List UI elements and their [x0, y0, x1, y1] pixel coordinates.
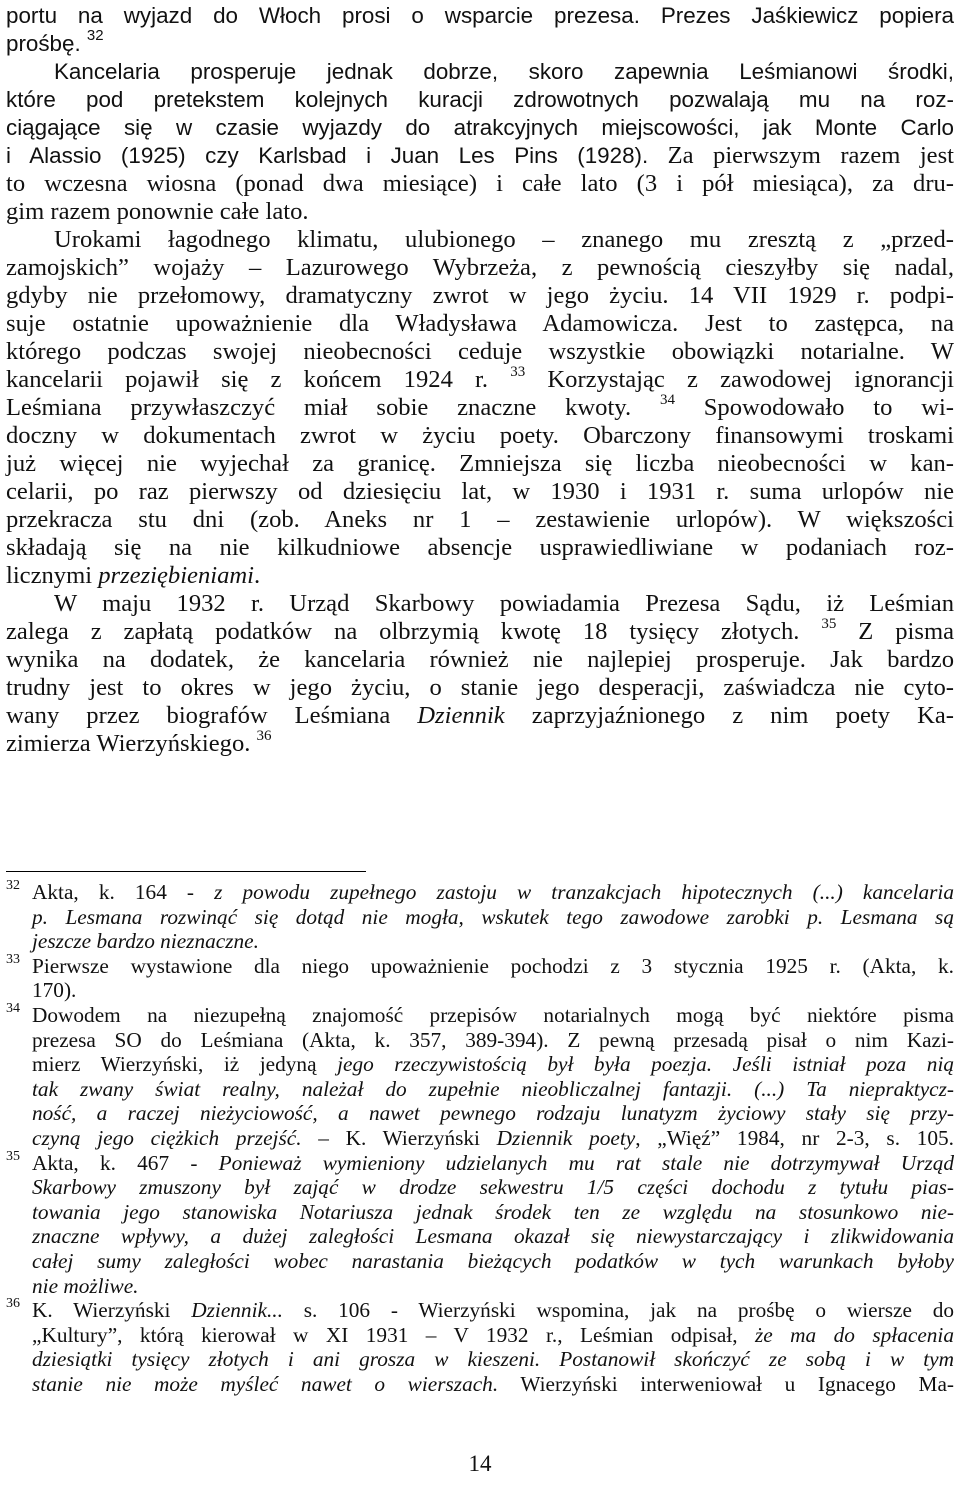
text-line: znaczne wpływy, a dużej zaległości Lesmana okazał się niewystarczający i zlikwidowania [32, 1224, 954, 1249]
text-line: trudny jest to okres w jego życiu, o stanie jego desperacji, zaświadcza nie cyto- [6, 674, 954, 701]
footnote-ref-36[interactable]: 36 [256, 728, 272, 744]
text-line: składają się na nie kilkudniowe absencje usprawiedliwiane w podaniach roz- [6, 534, 954, 561]
text-line: „Kultury”, którą kierował w XI 1931 – V 1932 r., Leśmian odpisał, że ma do spłacenia [32, 1322, 954, 1347]
text-line: zimierza Wierzyńskiego. $^{36}$ [6, 728, 272, 757]
footnote-number: 32 [6, 878, 20, 893]
paragraph-2 [6, 58, 954, 226]
paragraph-3 [6, 226, 954, 590]
text-line: już więcej nie wyjechał za granicę. Zmniejsza się liczba nieobecności w kan- [6, 450, 954, 477]
text-line: doczny w dokumentach zwrot w życiu poety. Obarczony finansowymi troskami [6, 422, 954, 449]
main-text [6, 2, 954, 758]
footnote-number: 34 [6, 1000, 20, 1016]
text-line: Akta, k. 164 - z powodu zupełnego zastoju w tranzakcjach hipotecznych (...) kancelaria [32, 880, 954, 904]
footnote-ref-35[interactable]: 35 [821, 616, 837, 632]
footnote-ref-32[interactable]: 32 [86, 27, 104, 44]
footnote-33 [6, 951, 954, 1003]
text-line: Akta, k. 467 - Ponieważ wymieniony udzielanych mu rat stale nie dotrzymywał Urząd [32, 1150, 954, 1175]
text-line: gdyby nie przełomowy, dramatyczny zwrot w jego życiu. 14 VII 1929 r. podpi- [6, 282, 954, 309]
text-line: kancelarii pojawił się z końcem 1924 r. $^{33}$ Korzystając z zawodowej ignorancji [6, 364, 954, 393]
text-line: i Alassio (1925) czy Karlsbad i Juan Les Pins (1928). Za pierwszym razem jest [6, 142, 955, 169]
text-line: Urokami łagodnego klimatu, ulubionego – znanego mu zresztą z „przed- [54, 226, 954, 253]
text-line: ność, a raczej nieżyciowość, a nawet pewnego rodzaju lunatyzm życiowy stały się przy- [32, 1101, 954, 1126]
text-line: zamojskich” wojaży – Lazurowego Wybrzeża, z pewnością cieszyłby się nadal, [6, 254, 954, 281]
footnote-number: 35 [6, 1148, 20, 1164]
text-line: tak zwany świat realny, należał do zupełnie nieobliczalnej fantazji. (...) Ta niepraktycz- [32, 1076, 954, 1101]
text-line: wany przez biografów Leśmiana Dziennik zaprzyjaźnionego z nim poety Ka- [6, 702, 954, 729]
text-line: wynika na dodatek, że kancelaria również nie najlepiej prosperuje. Jak bardzo [6, 646, 954, 673]
document-page [6, 0, 955, 1396]
text-line: prezesa SO do Leśmiana (Akta, k. 357, 389-394). Z pewną przesadą pisał o nim Kazi- [32, 1027, 954, 1052]
footnote-36 [6, 1298, 954, 1396]
footnote-35 [6, 1148, 954, 1299]
text-line: suje ostatnie upoważnienie dla Władysława Adamowicza. Jest to zastępca, na [6, 310, 954, 337]
footnote-number: 36 [6, 1296, 20, 1312]
paragraph-4 [6, 590, 954, 758]
paragraph-1 [6, 2, 954, 58]
text-line: K. Wierzyński Dziennik... s. 106 - Wierzyński wspomina, jak na prośbę o wierszе do [32, 1298, 954, 1323]
text-line: Dowodem na niezupełną znajomość przepisów notarialnych mogą być niektóre pisma [32, 1002, 954, 1027]
text-line: mierz Wierzyński, iż jedyną jego rzeczywistością był była poezja. Jeśli istniał poza nią [32, 1052, 955, 1077]
text-line: W maju 1932 r. Urząd Skarbowy powiadamia Prezesa Sądu, iż Leśmian [54, 590, 954, 617]
text-line: p. Lesmana rozwinąć się dotąd nie mogła, wskutek tego zawodowe zarobki p. Lesmana są [32, 904, 954, 929]
text-line: prośbę. $^{32}$ [6, 27, 104, 56]
footnote-ref-33[interactable]: 33 [510, 364, 526, 380]
text-line: dziesiątki tysięcy złotych i ani grosza w kieszeni. Postanowił skończyć ze sobą i w tym [32, 1347, 954, 1372]
page-number: 14 [468, 1451, 492, 1476]
footnotes [6, 880, 954, 1396]
text-line: 170). [32, 978, 77, 1003]
text-line: celarii, po raz pierwszy od dziesięciu lat, w 1930 i 1931 r. suma urlopów nie [6, 478, 954, 505]
text-line: licznymi przeziębieniami. [6, 562, 261, 589]
text-line: czyną jego ciężkich przejść. – K. Wierzyński Dziennik poety, „Więź” 1984, nr 2-3, s. 105. [32, 1125, 955, 1150]
text-line: które pod pretekstem kolejnych kuracji zdrowotnych pozwalają mu na roz- [6, 87, 954, 112]
text-line: stanie nie może myśleć nawet o wierszach. Wierzyński interweniował u Ignacego Ma- [32, 1371, 954, 1396]
text-line: całej sumy zaległości wobec narastania bieżących podatków w tych warunkach byłoby [32, 1248, 954, 1273]
text-line: zalega z zapłatą podatków na olbrzymią kwotę 18 tysięcy złotych. $^{35}$ Z pisma [6, 616, 954, 645]
text-line: Leśmiana przywłaszczyć miał sobie znaczne kwoty. $^{34}$ Spowodowało to wi- [6, 392, 954, 421]
text-line: Skarbowy zmuszony był zająć w drodze sekwestru 1/5 części dochodu z tytułu pias- [32, 1175, 954, 1200]
text-line: ciągające się w czasie wyjazdy do atrakcyjnych miejscowości, jak Monte Carlo [6, 115, 954, 140]
footnote-number: 33 [6, 951, 20, 967]
text-line: to wczesna wiosna (ponad dwa miesiące) i całe lato (3 i pół miesiąca), za dru- [6, 170, 954, 197]
text-line: jeszcze bardzo nieznaczne. [32, 929, 259, 954]
text-line: Pierwsze wystawione dla niego upoważnienie pochodzi z 3 stycznia 1925 r. (Akta, k. [32, 953, 954, 978]
text-line: portu na wyjazd do Włoch prosi o wsparcie prezesa. Prezes Jaśkiewicz popiera [6, 3, 954, 28]
text-line: przekracza stu dni (zob. Aneks nr 1 – zestawienie urlopów). W większości [6, 506, 954, 533]
footnote-32 [6, 880, 954, 954]
text-line: gim razem ponownie całe lato. [6, 198, 309, 225]
footnote-ref-34[interactable]: 34 [659, 392, 675, 408]
footnote-separator [6, 871, 366, 872]
footnote-34 [6, 1000, 955, 1151]
text-line: towania jego stanowiska Notariusza jednak środek ten ze względu na stosunkowo nie- [32, 1199, 954, 1224]
text-line: Kancelaria prosperuje jednak dobrze, skoro zapewnia Leśmianowi środki, [54, 59, 954, 84]
text-line: nie możliwe. [32, 1273, 139, 1298]
text-line: którego podczas swojej nieobecności ceduje wszystkie obowiązki notarialne. W [6, 338, 954, 365]
